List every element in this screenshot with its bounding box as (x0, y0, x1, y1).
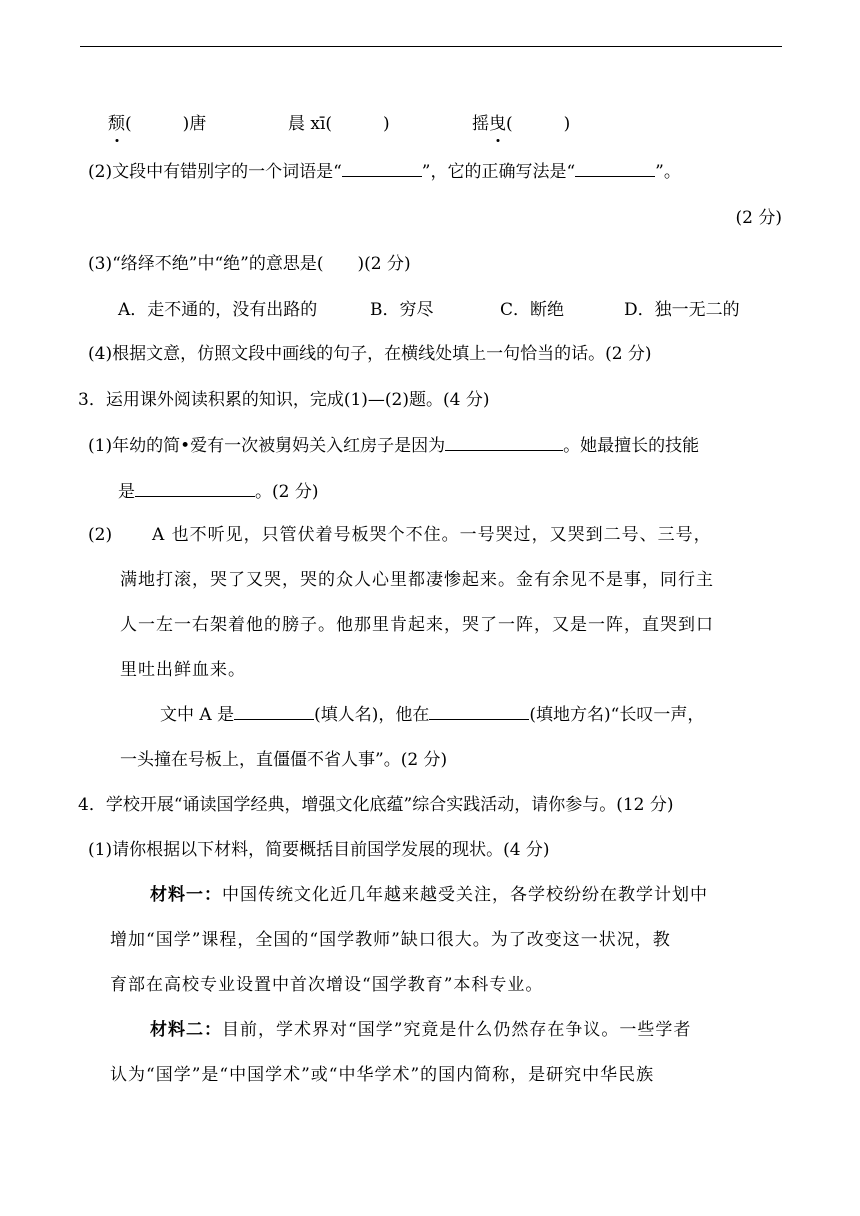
fill-blank (429, 703, 529, 720)
reading-line-3: 人一左一右架着他的膀子。他那里肯起来，哭了一阵，又是一阵，直哭到口 (120, 615, 714, 635)
question-3-title: 3．运用课外阅读积累的知识，完成(1)—(2)题。(4 分) (78, 390, 490, 410)
score-label: (2 分) (735, 208, 782, 228)
question-3-2-text-cont: 一头撞在号板上，直僵僵不省人事”。(2 分) (120, 750, 448, 770)
question-2-3: (3)“络绎不绝”中“绝”的意思是( )(2 分) (88, 254, 411, 274)
char-text: 摇 (472, 114, 489, 134)
question-4-1: (1)请你根据以下材料，简要概括目前国学发展的现状。(4 分) (88, 840, 550, 860)
reading-line-4: 里吐出鲜血来。 (120, 660, 246, 680)
dotted-char: 曳 (489, 114, 506, 134)
char-text: 唐 (189, 114, 207, 134)
fill-blank (234, 703, 314, 720)
material-1-line-3: 育部在高校专业设置中首次增设“国学教育”本科专业。 (110, 975, 544, 995)
material-2-line-2: 认为“国学”是“中国学术”或“中华学术”的国内简称，是研究中华民族 (110, 1065, 655, 1085)
answer-blank: ( ) (125, 114, 190, 134)
material-1-line-1: 材料一：中国传统文化近几年越来越受关注，各学校纷纷在教学计划中 (150, 885, 708, 905)
question-3-1: (1)年幼的简•爱有一次被舅妈关入红房子是因为 。她最擅长的技能 (88, 436, 700, 456)
material-1-line-2: 增加“国学”课程，全国的“国学教师”缺口很大。为了改变这一状况，教 (110, 930, 671, 950)
material-label: 材料一： (150, 885, 222, 905)
question-3-1-cont: 是 。(2 分) (118, 482, 319, 502)
option-c: C．断绝 (500, 300, 565, 320)
answer-blank: ( ) (506, 114, 571, 134)
material-label: 材料二： (150, 1020, 222, 1040)
header-rule (80, 46, 782, 47)
question-3-2-text: 文中 A 是 (填人名)，他在 (填地方名)“长叹一声， (160, 705, 705, 725)
question-2-4: (4)根据文意，仿照文段中画线的句子，在横线处填上一句恰当的话。(2 分) (88, 344, 652, 364)
fill-blank (135, 480, 255, 497)
question-2-2: (2)文段中有错别字的一个词语是“ ”，它的正确写法是“ ”。 (88, 162, 681, 182)
question-4-title: 4．学校开展“诵读国学经典，增强文化底蕴”综合实践活动，请你参与。(12 分) (78, 795, 674, 815)
reading-line-2: 满地打滚，哭了又哭，哭的众人心里都凄惨起来。金有余见不是事，同行主 (120, 570, 714, 590)
dotted-char: 颓 (108, 114, 125, 134)
option-d: D．独一无二的 (624, 300, 740, 320)
fill-blank (342, 160, 422, 177)
char-item-3 (472, 112, 570, 136)
option-b: B．穷尽 (370, 300, 434, 320)
char-item-1 (108, 112, 206, 136)
reading-line-1: A 也不听见，只管伏着号板哭个不住。一号哭过，又哭到二号、三号， (152, 525, 712, 545)
fill-blank (445, 434, 563, 451)
material-2-line-1: 材料二：目前，学术界对“国学”究竟是什么仍然存在争议。一些学者 (150, 1020, 692, 1040)
fill-blank (575, 160, 655, 177)
option-a: A．走不通的，没有出路的 (118, 300, 318, 320)
question-3-2-label: (2) (88, 525, 113, 545)
char-item-2: 晨 xī( ) (288, 114, 390, 134)
